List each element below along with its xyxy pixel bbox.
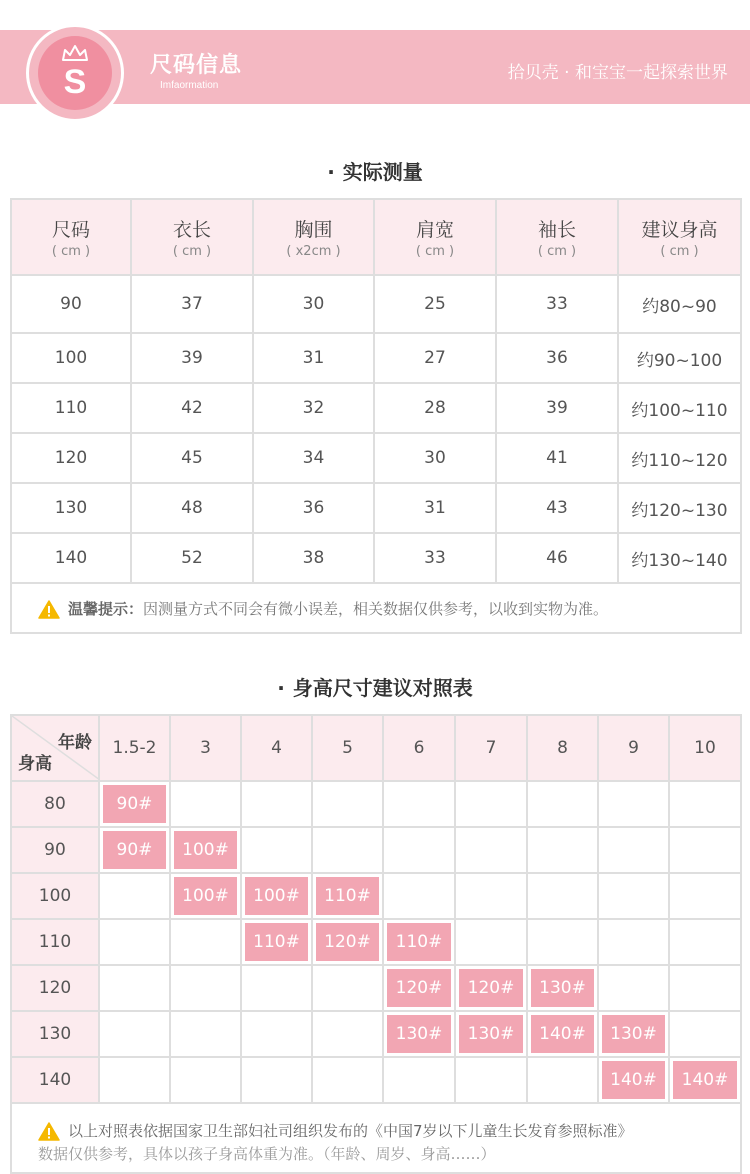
height-row-header: 120 [11, 965, 99, 1011]
table-cell [99, 781, 170, 827]
size-recommendation: 130# [387, 1015, 451, 1053]
table-cell [527, 965, 598, 1011]
table-row [11, 827, 741, 873]
table-cell [312, 781, 383, 827]
table-cell [312, 1011, 383, 1057]
age-header-cell: 6 [383, 715, 455, 781]
table-cell [527, 919, 598, 965]
table-cell [598, 919, 669, 965]
table-cell [527, 1057, 598, 1103]
table-cell [170, 873, 241, 919]
measurement-table [10, 198, 742, 634]
height-row-header: 130 [11, 1011, 99, 1057]
size-recommendation: 100# [174, 831, 237, 869]
table-cell [170, 781, 241, 827]
table-row [11, 781, 741, 827]
age-header-row [11, 715, 741, 781]
table-cell [383, 1057, 455, 1103]
table-cell [241, 1057, 312, 1103]
table-cell: 43 [496, 483, 618, 533]
table-cell [598, 965, 669, 1011]
age-header-cell: 10 [669, 715, 741, 781]
table-cell: 48 [131, 483, 253, 533]
size-recommendation: 140# [602, 1061, 665, 1099]
header-cell: 袖长 ( cm ) [496, 199, 618, 275]
table-cell [598, 873, 669, 919]
measure-section-title: · 实际测量 [327, 160, 423, 184]
height-row-header: 110 [11, 919, 99, 965]
table-cell: 100 [11, 333, 131, 383]
warning-icon [38, 600, 60, 619]
table-cell [455, 1057, 527, 1103]
table-cell [455, 827, 527, 873]
table-cell [455, 965, 527, 1011]
size-recommendation: 90# [103, 831, 166, 869]
table-row [11, 275, 741, 333]
table-cell: 39 [131, 333, 253, 383]
table-cell [312, 1057, 383, 1103]
table-cell [170, 965, 241, 1011]
logo-letter: S [63, 63, 87, 101]
table-cell [455, 781, 527, 827]
header-cell: 胸围 ( x2cm ) [253, 199, 374, 275]
table-cell: 37 [131, 275, 253, 333]
table-cell: 约80~90 [618, 275, 741, 333]
table-cell [383, 919, 455, 965]
table-cell: 41 [496, 433, 618, 483]
age-header-cell: 8 [527, 715, 598, 781]
table-cell [99, 827, 170, 873]
size-recommendation: 90# [103, 785, 166, 823]
table-cell: 约130~140 [618, 533, 741, 583]
tip-label: 温馨提示： [68, 599, 144, 618]
header-cell: 衣长 ( cm ) [131, 199, 253, 275]
table-cell: 约100~110 [618, 383, 741, 433]
size-recommendation: 130# [459, 1015, 523, 1053]
height-row-header: 140 [11, 1057, 99, 1103]
table-cell: 30 [253, 275, 374, 333]
size-recommendation: 130# [531, 969, 594, 1007]
size-recommendation: 140# [673, 1061, 737, 1099]
age-header-cell: 9 [598, 715, 669, 781]
table-cell [669, 1057, 741, 1103]
tip-text: 因测量方式不同会有微小误差，相关数据仅供参考，以收到实物为准。 [143, 599, 609, 618]
size-recommendation: 110# [245, 923, 308, 961]
table-cell: 36 [253, 483, 374, 533]
table-cell [383, 781, 455, 827]
table-cell [99, 965, 170, 1011]
table-cell [312, 965, 383, 1011]
table-cell: 39 [496, 383, 618, 433]
table-cell [455, 1011, 527, 1057]
height-row-header: 90 [11, 827, 99, 873]
table-cell: 140 [11, 533, 131, 583]
size-recommendation: 100# [245, 877, 308, 915]
age-header-cell: 4 [241, 715, 312, 781]
height-row-header: 80 [11, 781, 99, 827]
table-cell: 42 [131, 383, 253, 433]
table-cell [527, 827, 598, 873]
table-cell [455, 873, 527, 919]
tip-cell [11, 583, 741, 633]
header-cell: 建议身高 ( cm ) [618, 199, 741, 275]
table-cell [170, 1011, 241, 1057]
header-cell: 尺码 ( cm ) [11, 199, 131, 275]
table-row [11, 383, 741, 433]
table-cell: 33 [496, 275, 618, 333]
brand-slogan: 拾贝壳 · 和宝宝一起探索世界 [507, 63, 728, 83]
table-cell: 33 [374, 533, 496, 583]
table-cell [241, 781, 312, 827]
table-row [11, 333, 741, 383]
size-recommendation: 140# [531, 1015, 594, 1053]
table-cell: 90 [11, 275, 131, 333]
table-row [11, 433, 741, 483]
table-cell: 45 [131, 433, 253, 483]
table-cell: 25 [374, 275, 496, 333]
table-cell [669, 781, 741, 827]
table-cell: 36 [496, 333, 618, 383]
table-row [11, 873, 741, 919]
compare-section-title: · 身高尺寸建议对照表 [277, 676, 473, 700]
table-row [11, 965, 741, 1011]
table-cell: 120 [11, 433, 131, 483]
table-cell: 约120~130 [618, 483, 741, 533]
table-row [11, 533, 741, 583]
warning-icon [38, 1122, 60, 1141]
table-cell [241, 873, 312, 919]
table-cell [527, 781, 598, 827]
height-axis-label: 身高 [18, 754, 52, 774]
table-cell [383, 827, 455, 873]
table-cell [669, 1011, 741, 1057]
table-cell: 约90~100 [618, 333, 741, 383]
measurement-header-row [11, 199, 741, 275]
table-row [11, 483, 741, 533]
table-cell [527, 1011, 598, 1057]
age-axis-label: 年龄 [58, 733, 92, 753]
age-header-cell: 5 [312, 715, 383, 781]
size-recommendation: 120# [316, 923, 379, 961]
size-recommendation: 120# [459, 969, 523, 1007]
footnote-row [11, 1103, 741, 1173]
table-cell [241, 965, 312, 1011]
table-cell: 52 [131, 533, 253, 583]
size-recommendation: 100# [174, 877, 237, 915]
table-cell [669, 873, 741, 919]
table-row [11, 919, 741, 965]
table-cell [241, 827, 312, 873]
table-cell: 31 [253, 333, 374, 383]
table-cell: 31 [374, 483, 496, 533]
table-cell [312, 919, 383, 965]
size-recommendation: 120# [387, 969, 451, 1007]
table-cell [170, 919, 241, 965]
table-cell [455, 919, 527, 965]
table-cell [241, 1011, 312, 1057]
table-cell [383, 965, 455, 1011]
table-cell: 46 [496, 533, 618, 583]
table-row [11, 1011, 741, 1057]
table-cell [383, 1011, 455, 1057]
size-recommendation: 110# [387, 923, 451, 961]
table-cell [99, 873, 170, 919]
table-row [11, 1057, 741, 1103]
age-header-cell: 1.5-2 [99, 715, 170, 781]
table-cell [312, 873, 383, 919]
footnote-line-2: 数据仅供参考，具体以孩子身高体重为准。（年龄、周岁、身高……） [38, 1145, 496, 1163]
table-cell [669, 919, 741, 965]
table-cell [99, 1057, 170, 1103]
table-cell [598, 827, 669, 873]
table-cell [598, 781, 669, 827]
table-cell [99, 1011, 170, 1057]
table-cell: 110 [11, 383, 131, 433]
table-cell: 30 [374, 433, 496, 483]
table-cell [598, 1057, 669, 1103]
crown-icon [61, 44, 89, 62]
age-header-cell: 3 [170, 715, 241, 781]
table-cell [669, 965, 741, 1011]
table-cell [312, 827, 383, 873]
table-cell: 34 [253, 433, 374, 483]
table-cell [170, 1057, 241, 1103]
header-banner [0, 30, 750, 104]
table-cell: 32 [253, 383, 374, 433]
table-cell [99, 919, 170, 965]
tip-row [11, 583, 741, 633]
table-cell [598, 1011, 669, 1057]
banner-subtitle: Imfaormation [160, 80, 219, 91]
table-cell: 130 [11, 483, 131, 533]
table-cell: 38 [253, 533, 374, 583]
table-cell [241, 919, 312, 965]
banner-title: 尺码信息 [150, 53, 243, 78]
table-cell [527, 873, 598, 919]
table-cell: 28 [374, 383, 496, 433]
footnote-line-1: 以上对照表依据国家卫生部妇社司组织发布的《中国7岁以下儿童生长发育参照标准》 [68, 1122, 633, 1140]
brand-logo [26, 24, 124, 122]
table-cell [383, 873, 455, 919]
size-comparison-table [10, 714, 742, 1174]
header-cell: 肩宽 ( cm ) [374, 199, 496, 275]
footnote-cell [11, 1103, 741, 1173]
table-cell [170, 827, 241, 873]
table-cell [669, 827, 741, 873]
table-cell: 27 [374, 333, 496, 383]
height-row-header: 100 [11, 873, 99, 919]
size-recommendation: 130# [602, 1015, 665, 1053]
table-cell: 约110~120 [618, 433, 741, 483]
age-header-cell: 7 [455, 715, 527, 781]
size-recommendation: 110# [316, 877, 379, 915]
corner-cell [11, 715, 99, 781]
